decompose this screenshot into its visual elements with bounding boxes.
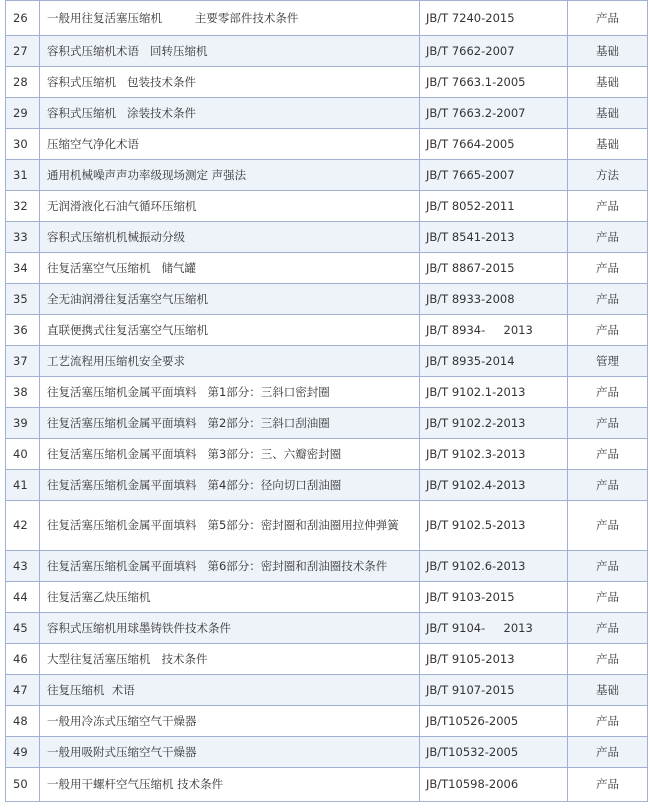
- table-row: [6, 470, 648, 501]
- standard-code: JB/T 7663.1-2005: [420, 67, 568, 98]
- table-row: [6, 67, 648, 98]
- standard-category: 产品: [568, 315, 648, 346]
- table-row: [6, 408, 648, 439]
- table-row: [6, 439, 648, 470]
- row-number: 30: [6, 129, 40, 160]
- standard-category: 产品: [568, 706, 648, 737]
- standard-code: JB/T 9102.4-2013: [420, 470, 568, 501]
- standard-category: 产品: [568, 191, 648, 222]
- standard-category: 产品: [568, 253, 648, 284]
- standard-category: 产品: [568, 551, 648, 582]
- standard-code: JB/T10526-2005: [420, 706, 568, 737]
- table-row: [6, 160, 648, 191]
- standard-category: 产品: [568, 613, 648, 644]
- standard-name: 往复活塞压缩机金属平面填料 第1部分：三斜口密封圈: [40, 377, 420, 408]
- standard-category: 基础: [568, 36, 648, 67]
- row-number: 27: [6, 36, 40, 67]
- standard-category: 基础: [568, 98, 648, 129]
- standard-category: 产品: [568, 768, 648, 802]
- standard-code: JB/T 9102.2-2013: [420, 408, 568, 439]
- table-row: [6, 129, 648, 160]
- standard-name: 直联便携式往复活塞空气压缩机: [40, 315, 420, 346]
- row-number: 28: [6, 67, 40, 98]
- standard-name: 容积式压缩机用球墨铸铁件技术条件: [40, 613, 420, 644]
- standard-name: 往复活塞乙炔压缩机: [40, 582, 420, 613]
- standard-category: 管理: [568, 346, 648, 377]
- standard-code: JB/T 7662-2007: [420, 36, 568, 67]
- table-row: [6, 501, 648, 551]
- row-number: 26: [6, 1, 40, 36]
- standard-name: 一般用冷冻式压缩空气干燥器: [40, 706, 420, 737]
- table-row: [6, 675, 648, 706]
- standard-code: JB/T 9102.1-2013: [420, 377, 568, 408]
- table-row: [6, 1, 648, 36]
- row-number: 36: [6, 315, 40, 346]
- row-number: 32: [6, 191, 40, 222]
- standard-code: JB/T 8934- 2013: [420, 315, 568, 346]
- standard-name: 一般用干螺杆空气压缩机 技术条件: [40, 768, 420, 802]
- row-number: 46: [6, 644, 40, 675]
- standards-table-body: [6, 1, 648, 802]
- standard-code: JB/T 7664-2005: [420, 129, 568, 160]
- row-number: 43: [6, 551, 40, 582]
- table-row: [6, 222, 648, 253]
- table-row: [6, 768, 648, 802]
- standard-category: 产品: [568, 408, 648, 439]
- table-row: [6, 346, 648, 377]
- standard-name: 往复活塞压缩机金属平面填料 第5部分：密封圈和刮油圈用拉伸弹簧: [40, 501, 420, 551]
- row-number: 49: [6, 737, 40, 768]
- standard-code: JB/T 9107-2015: [420, 675, 568, 706]
- table-row: [6, 315, 648, 346]
- standard-name: 工艺流程用压缩机安全要求: [40, 346, 420, 377]
- standard-name: 大型往复活塞压缩机 技术条件: [40, 644, 420, 675]
- table-row: [6, 706, 648, 737]
- standard-name: 往复活塞空气压缩机 储气罐: [40, 253, 420, 284]
- row-number: 44: [6, 582, 40, 613]
- standard-category: 产品: [568, 737, 648, 768]
- row-number: 35: [6, 284, 40, 315]
- standard-name: 压缩空气净化术语: [40, 129, 420, 160]
- row-number: 33: [6, 222, 40, 253]
- table-row: [6, 551, 648, 582]
- row-number: 31: [6, 160, 40, 191]
- standard-name: 无润滑液化石油气循环压缩机: [40, 191, 420, 222]
- standard-code: JB/T 8541-2013: [420, 222, 568, 253]
- row-number: 29: [6, 98, 40, 129]
- standard-category: 产品: [568, 284, 648, 315]
- standard-category: 产品: [568, 222, 648, 253]
- row-number: 50: [6, 768, 40, 802]
- table-row: [6, 737, 648, 768]
- standard-code: JB/T 7663.2-2007: [420, 98, 568, 129]
- standard-code: JB/T 7240-2015: [420, 1, 568, 36]
- standard-category: 基础: [568, 675, 648, 706]
- standard-category: 产品: [568, 377, 648, 408]
- standard-code: JB/T 8935-2014: [420, 346, 568, 377]
- standard-category: 产品: [568, 501, 648, 551]
- standard-category: 产品: [568, 439, 648, 470]
- standard-code: JB/T 9103-2015: [420, 582, 568, 613]
- standard-code: JB/T10532-2005: [420, 737, 568, 768]
- standards-table: [5, 0, 648, 802]
- standard-name: 一般用往复活塞压缩机 主要零部件技术条件: [40, 1, 420, 36]
- standard-name: 容积式压缩机术语 回转压缩机: [40, 36, 420, 67]
- standard-name: 一般用吸附式压缩空气干燥器: [40, 737, 420, 768]
- standard-code: JB/T 7665-2007: [420, 160, 568, 191]
- table-row: [6, 644, 648, 675]
- standard-code: JB/T 8933-2008: [420, 284, 568, 315]
- standard-category: 产品: [568, 1, 648, 36]
- standard-category: 基础: [568, 129, 648, 160]
- row-number: 39: [6, 408, 40, 439]
- standard-name: 往复活塞压缩机金属平面填料 第2部分：三斜口刮油圈: [40, 408, 420, 439]
- standard-name: 容积式压缩机机械振动分级: [40, 222, 420, 253]
- row-number: 37: [6, 346, 40, 377]
- standard-code: JB/T 9102.6-2013: [420, 551, 568, 582]
- row-number: 40: [6, 439, 40, 470]
- standard-category: 方法: [568, 160, 648, 191]
- table-row: [6, 613, 648, 644]
- standard-name: 往复活塞压缩机金属平面填料 第3部分：三、六瓣密封圈: [40, 439, 420, 470]
- table-row: [6, 253, 648, 284]
- standard-category: 产品: [568, 582, 648, 613]
- standard-name: 往复活塞压缩机金属平面填料 第6部分：密封圈和刮油圈技术条件: [40, 551, 420, 582]
- standard-name: 往复活塞压缩机金属平面填料 第4部分：径向切口刮油圈: [40, 470, 420, 501]
- standard-name: 通用机械噪声声功率级现场测定 声强法: [40, 160, 420, 191]
- standard-code: JB/T10598-2006: [420, 768, 568, 802]
- row-number: 42: [6, 501, 40, 551]
- row-number: 45: [6, 613, 40, 644]
- row-number: 41: [6, 470, 40, 501]
- table-row: [6, 377, 648, 408]
- standard-name: 容积式压缩机 涂装技术条件: [40, 98, 420, 129]
- standard-name: 全无油润滑往复活塞空气压缩机: [40, 284, 420, 315]
- row-number: 34: [6, 253, 40, 284]
- table-row: [6, 191, 648, 222]
- row-number: 38: [6, 377, 40, 408]
- standard-name: 往复压缩机 术语: [40, 675, 420, 706]
- standard-category: 产品: [568, 644, 648, 675]
- row-number: 47: [6, 675, 40, 706]
- standard-code: JB/T 9102.5-2013: [420, 501, 568, 551]
- standard-category: 基础: [568, 67, 648, 98]
- standard-code: JB/T 9105-2013: [420, 644, 568, 675]
- standard-code: JB/T 8052-2011: [420, 191, 568, 222]
- table-row: [6, 36, 648, 67]
- standard-code: JB/T 9104- 2013: [420, 613, 568, 644]
- table-row: [6, 284, 648, 315]
- standard-code: JB/T 9102.3-2013: [420, 439, 568, 470]
- row-number: 48: [6, 706, 40, 737]
- table-row: [6, 582, 648, 613]
- standard-category: 产品: [568, 470, 648, 501]
- standard-code: JB/T 8867-2015: [420, 253, 568, 284]
- table-row: [6, 98, 648, 129]
- standard-name: 容积式压缩机 包装技术条件: [40, 67, 420, 98]
